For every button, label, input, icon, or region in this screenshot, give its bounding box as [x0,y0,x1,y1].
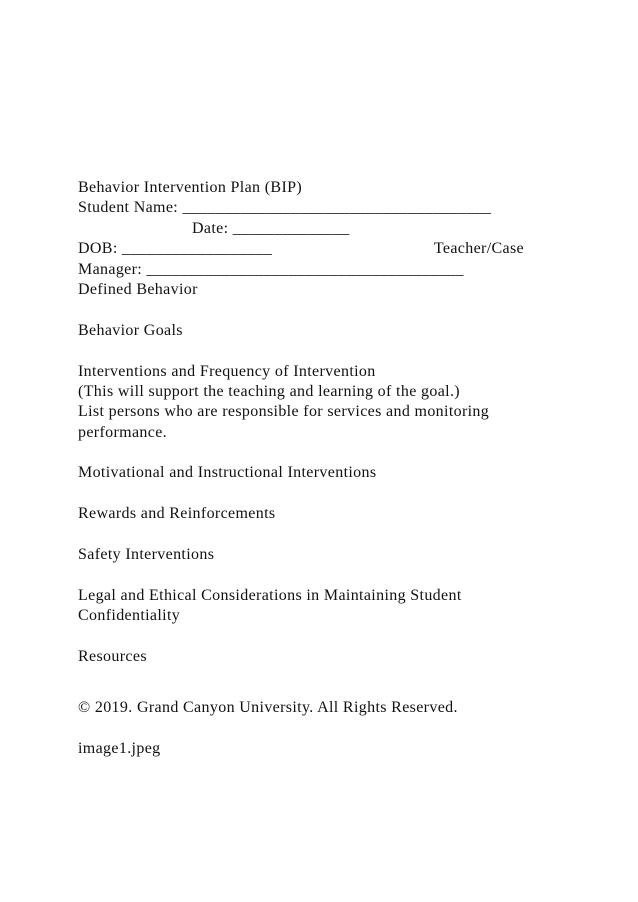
list-persons-line-2: performance. [78,423,168,441]
spacer [78,688,598,698]
document-body [78,178,598,759]
dob-field: DOB: __________________ [78,240,273,258]
section-motivational: Motivational and Instructional Interventions [78,464,377,482]
spacer [78,341,598,361]
date-field: Date: ______________ [192,219,350,237]
manager-field: Manager: ______________________________________ [78,260,464,278]
section-safety: Safety Interventions [78,546,215,564]
section-behavior-goals: Behavior Goals [78,321,183,339]
interventions-note: (This will support the teaching and learning of the goal.) [78,382,460,400]
spacer [78,667,598,687]
copyright-notice: © 2019. Grand Canyon University. All Rights Reserved. [78,698,458,716]
list-persons-line-1: List persons who are responsible for services and monitoring [78,403,490,421]
document-title: Behavior Intervention Plan (BIP) [78,179,303,196]
section-legal-line-1: Legal and Ethical Considerations in Maintaining Student [78,586,462,604]
spacer [78,565,598,585]
section-rewards: Rewards and Reinforcements [78,505,276,523]
spacer [78,300,598,320]
image-reference: image1.jpeg [78,739,161,757]
spacer [78,484,598,504]
spacer [78,525,598,545]
student-name-field: Student Name: _____________________________________ [78,199,492,217]
section-resources: Resources [78,647,147,665]
section-interventions-heading: Interventions and Frequency of Intervention [78,362,376,380]
spacer [78,718,598,738]
section-legal-line-2: Confidentiality [78,607,181,625]
section-defined-behavior: Defined Behavior [78,280,198,298]
spacer [78,627,598,647]
teacher-case-label: Teacher/Case [433,240,524,258]
spacer [78,443,598,463]
dob-row [78,239,524,259]
